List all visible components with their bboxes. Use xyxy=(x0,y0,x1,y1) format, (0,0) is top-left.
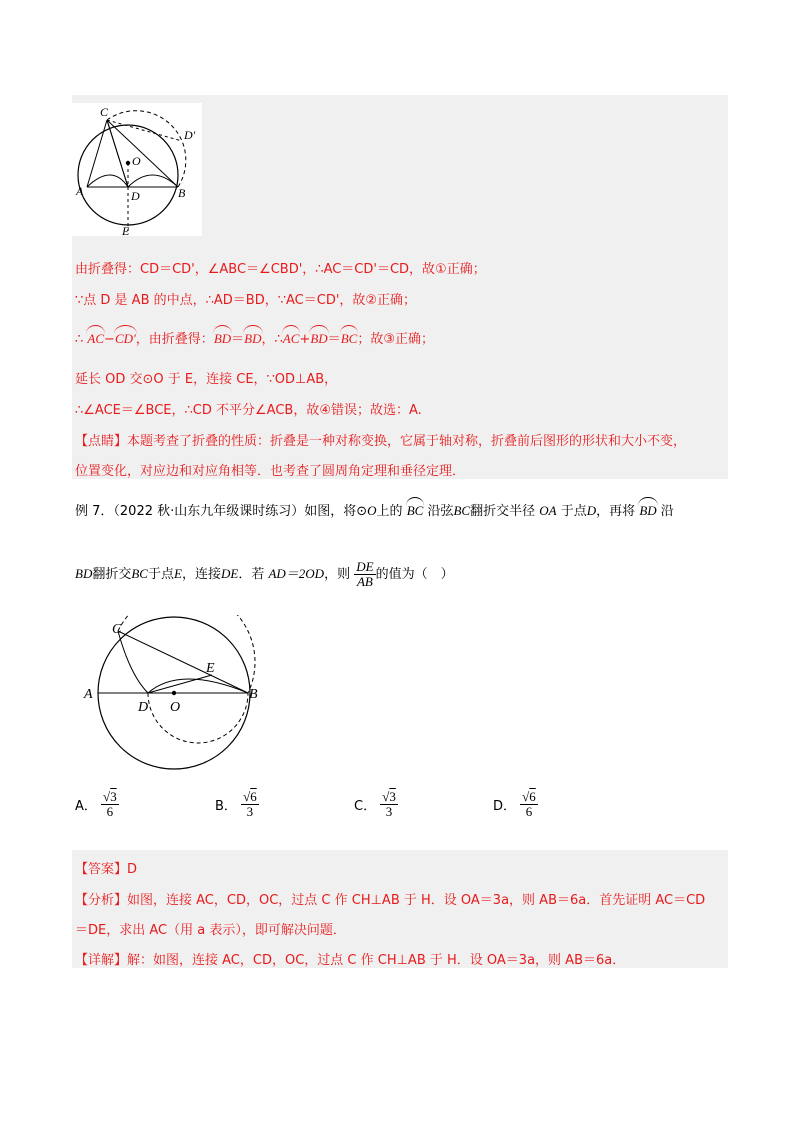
q-t6: 沿 xyxy=(660,504,674,519)
label-C: C xyxy=(100,105,109,119)
option-d-letter: D． xyxy=(493,799,517,814)
option-b-letter: B． xyxy=(215,799,237,814)
q-arc-bd: BD xyxy=(639,503,657,518)
solution-line-3: ∴ AC−CD'，由折叠得：BD＝BD，∴AC+BD＝BC；故③正确； xyxy=(75,331,434,347)
solution-line-5: ∴∠ACE＝∠BCE，∴CD 不平分∠ACB，故④错误；故选：A. xyxy=(75,403,422,418)
fig2-label-E: E xyxy=(206,661,215,676)
solution-line-2: ∵点 D 是 AB 的中点，∴AD＝BD，∵AC＝CD'，故②正确； xyxy=(75,293,417,308)
option-b-den: 3 xyxy=(246,804,254,819)
q2-bd: BD xyxy=(75,566,93,581)
q2-t1: 翻折交 xyxy=(92,567,132,582)
option-d-den: 6 xyxy=(525,804,533,819)
label-A: A xyxy=(76,184,84,198)
fold-diagram-1 xyxy=(72,103,202,236)
detail-line: 【详解】解：如图，连接 AC，CD，OC，过点 C 作 CH⊥AB 于 H．设 OA＝3a，则 AB＝6a． xyxy=(75,953,626,968)
option-d-num: 6 xyxy=(529,789,536,804)
fig2-label-D: D xyxy=(138,700,149,715)
option-c-den: 3 xyxy=(385,804,393,819)
option-b-num: 6 xyxy=(250,789,257,804)
option-c-letter: C． xyxy=(354,799,377,814)
option-a-den: 6 xyxy=(106,804,114,819)
label-D-prime: D' xyxy=(184,128,196,142)
frac-num: DE xyxy=(356,559,374,574)
fig2-label-C: C xyxy=(112,622,122,637)
solution-line-4: 延长 OD 交⊙O 于 E，连接 CE，∵OD⊥AB， xyxy=(75,372,338,387)
label-B: B xyxy=(178,186,186,200)
fraction-de-ab xyxy=(354,560,375,589)
frac-den: AB xyxy=(356,574,373,589)
label-E: E xyxy=(122,224,130,236)
option-a-fraction: $\frac{√3}{6}$ xyxy=(103,789,117,819)
q-arc-bc: BC xyxy=(406,503,424,518)
fold-text: ，由折叠得： xyxy=(135,332,214,347)
fold-diagram-2 xyxy=(80,615,280,775)
q-bc: BC xyxy=(453,503,471,518)
arc-bd-1: BD xyxy=(213,331,232,346)
q2-t6: 的值为（ ） xyxy=(375,567,454,582)
fig2-label-O: O xyxy=(170,700,181,715)
option-d-fraction: $\frac{√6}{6}$ xyxy=(522,789,536,819)
option-b[interactable] xyxy=(215,790,259,819)
q-t2: 沿弦 xyxy=(427,504,454,519)
option-a-letter: A． xyxy=(75,799,97,814)
q-t1: 上的 xyxy=(376,504,403,519)
therefore-text: ，∴ xyxy=(261,332,283,347)
arc-ac: AC xyxy=(87,331,105,346)
q-t3: 翻折交半径 xyxy=(470,504,536,519)
arc-bd-3: BD xyxy=(310,331,328,346)
q2-bc: BC xyxy=(131,566,148,581)
q-d: D xyxy=(586,503,597,518)
fig2-label-B: B xyxy=(249,687,258,702)
analysis-line-2: ＝DE，求出 AC（用 a 表示），即可解决问题． xyxy=(75,923,346,938)
option-c-fraction: $\frac{√3}{3}$ xyxy=(382,789,396,819)
q-prefix: 例 7．（2022 秋·山东九年级课时练习）如图，将⊙ xyxy=(75,504,368,519)
q2-e: E xyxy=(174,566,182,581)
therefore-symbol: ∴ xyxy=(75,332,84,347)
answer-line: 【答案】D xyxy=(75,862,138,877)
arc-cd-prime: CD' xyxy=(114,331,136,346)
solution-line-7: 位置变化，对应边和对应角相等．也考查了圆周角定理和垂径定理． xyxy=(75,464,466,479)
question-line-2 xyxy=(75,560,454,589)
solution-line-6: 【点睛】本题考查了折叠的性质：折叠是一种对称变换，它属于轴对称，折叠前后图形的形状和大小不变， xyxy=(75,434,687,449)
q2-t2: 于点 xyxy=(147,567,174,582)
label-D: D xyxy=(131,189,140,203)
arc-bd-2: BD xyxy=(244,331,262,346)
label-O: O xyxy=(132,154,141,168)
q-t5: ，再将 xyxy=(596,504,636,519)
q-o: O xyxy=(367,503,377,518)
q2-eq: AD＝2OD xyxy=(268,566,325,581)
conclusion-3: ；故③正确； xyxy=(357,332,434,347)
option-c[interactable] xyxy=(354,790,398,819)
option-b-fraction: $\frac{√6}{3}$ xyxy=(243,789,257,819)
q2-t5: ，则 xyxy=(324,567,351,582)
option-d[interactable] xyxy=(493,790,538,819)
option-a[interactable] xyxy=(75,790,119,819)
option-a-num: 3 xyxy=(110,789,117,804)
q2-t4: ．若 xyxy=(238,567,265,582)
q2-de: DE xyxy=(220,566,239,581)
fig2-label-A: A xyxy=(84,687,93,702)
solution-line-1: 由折叠得：CD＝CD'，∠ABC＝∠CBD'，∴AC＝CD'＝CD，故①正确； xyxy=(75,262,486,277)
q-oa: OA xyxy=(539,503,557,518)
arc-ac-2: AC xyxy=(282,331,300,346)
option-c-num: 3 xyxy=(389,789,396,804)
question-line-1 xyxy=(75,500,674,519)
analysis-line-1: 【分析】如图，连接 AC，CD，OC，过点 C 作 CH⊥AB 于 H．设 OA＝3a，则 AB＝6a．首先证明 AC＝CD xyxy=(75,893,706,908)
q2-t3: ，连接 xyxy=(181,567,221,582)
arc-bc: BC xyxy=(340,331,358,346)
q-t4: 于点 xyxy=(560,504,587,519)
